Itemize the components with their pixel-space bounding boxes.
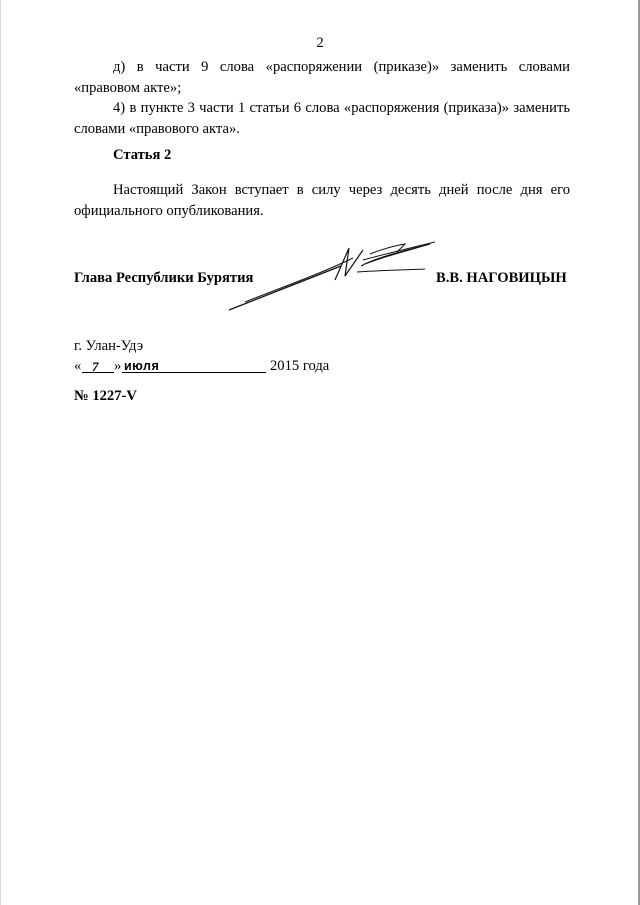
law-number: № 1227-V	[74, 388, 137, 404]
date-year: 2015 года	[270, 358, 330, 374]
amendment-item-d	[74, 57, 570, 99]
article-2-text: Настоящий Закон вступает в силу через десять дней после дня его официального опубликования.	[74, 182, 570, 219]
date-quote-open: «	[74, 358, 82, 374]
signing-date	[74, 356, 354, 377]
signatory-name: В.В. НАГОВИЦЫН	[436, 270, 567, 286]
date-month: июля	[124, 359, 160, 373]
article-2-heading: Статья 2	[113, 147, 172, 163]
signatory-position: Глава Республики Бурятия	[74, 270, 254, 286]
amendment-item-4	[74, 98, 570, 140]
amendment-item-d-text: д) в части 9 слова «распоряжении (приказе)» заменить словами «правовом акте»;	[74, 59, 570, 96]
page-number: 2	[316, 35, 324, 51]
date-quote-close: »	[114, 358, 122, 374]
handwritten-signature	[225, 236, 440, 316]
page-edge-left	[0, 0, 1, 905]
city: г. Улан-Удэ	[74, 338, 144, 354]
date-day: 7	[92, 359, 99, 374]
amendment-item-4-text: 4) в пункте 3 части 1 статьи 6 слова «распоряжения (приказа)» заменить словами «правового акта».	[74, 100, 570, 137]
article-2-body	[74, 180, 570, 222]
